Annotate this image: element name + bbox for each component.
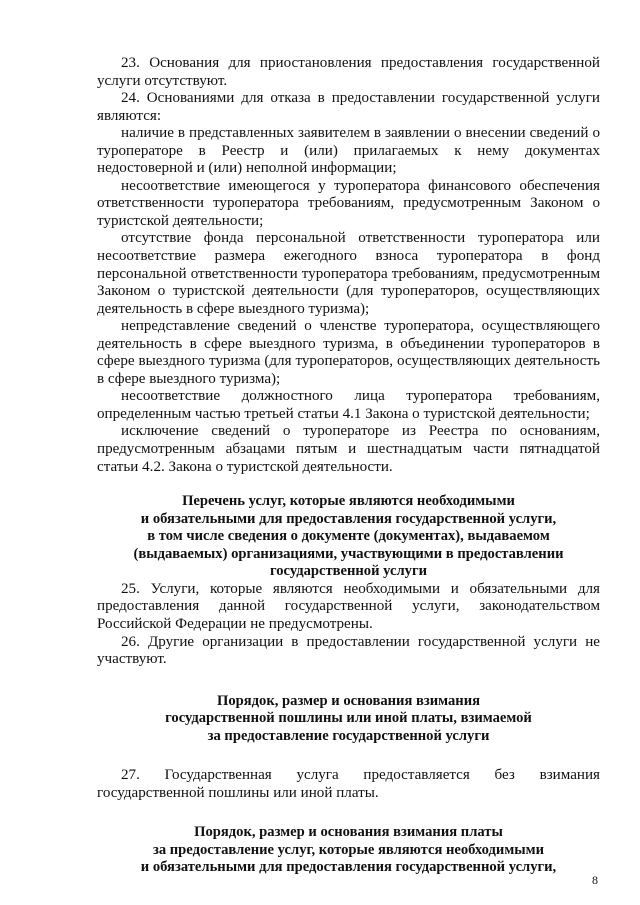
refusal-ground-2: несоответствие имеющегося у туроператора финансового обеспечения ответственности туроператора требованиям, предусмотренным Законом о туристской деятельности; <box>97 177 600 229</box>
heading-line: (выдаваемых) организациями, участвующими в предоставлении <box>133 545 564 562</box>
paragraph-24: 24. Основаниями для отказа в предоставлении государственной услуги являются: <box>97 90 600 124</box>
heading-line: и обязательными для предоставления государственной услуги, <box>140 510 557 527</box>
document-body <box>97 55 600 877</box>
paragraph-25: 25. Услуги, которые являются необходимыми и обязательными для предоставления данной государственной услуги, законодательством Российской Федерации не предусмотрены. <box>97 580 600 632</box>
refusal-ground-5: несоответствие должностного лица туроператора требованиям, определенным частью третьей статьи 4.1 Закона о туристской деятельности; <box>97 388 600 422</box>
heading-line: Перечень услуг, которые являются необходимыми <box>182 493 515 510</box>
heading-line: государственной услуги <box>269 563 428 580</box>
paragraph-27: 27. Государственная услуга предоставляется без взимания государственной пошлины или иной платы. <box>97 767 600 801</box>
heading-line: за предоставление услуг, которые являются необходимыми <box>152 841 545 858</box>
refusal-ground-6: исключение сведений о туроператоре из Реестра по основаниям, предусмотренным абзацами пятым и шестнадцатым части пятнадцатой статьи 4.2. Закона о туристской деятельности. <box>97 423 600 475</box>
refusal-ground-3: отсутствие фонда персональной ответственности туроператора или несоответствие размера ежегодного взноса туроператора в фонд персональной ответственности туроператора требованиям, предусмотренным Законом о туристской деятельности (для туроператоров, осуществляющих деятельность в сфере выездного туризма); <box>97 230 600 317</box>
heading-line: за предоставление государственной услуги <box>207 727 490 744</box>
heading-line: Порядок, размер и основания взимания <box>216 692 480 709</box>
heading-line: Порядок, размер и основания взимания платы <box>194 824 503 841</box>
heading-line: в том числе сведения о документе (документах), выдаваемом <box>147 528 550 545</box>
paragraph-26: 26. Другие организации в предоставлении государственной услуги не участвуют. <box>97 633 600 668</box>
page-number: 8 <box>592 873 598 887</box>
heading-line: государственной пошлины или иной платы, взимаемой <box>165 710 532 727</box>
section-heading-fee-for-services <box>97 824 600 877</box>
paragraph-23: 23. Основания для приостановления предоставления государственной услуги отсутствуют. <box>97 55 600 89</box>
refusal-ground-1: наличие в представленных заявителем в заявлении о внесении сведений о туроператоре в Реестр и (или) прилагаемых к нему документах недостоверной и (или) неполной информации; <box>97 125 600 177</box>
heading-line: и обязательными для предоставления государственной услуги, <box>140 859 557 876</box>
section-heading-state-fee <box>97 693 600 746</box>
section-heading-required-services <box>97 493 600 581</box>
refusal-ground-4: непредставление сведений о членстве туроператора, осуществляющего деятельность в сфере выездного туризма, в объединении туроператоров в сфере выездного туризма (для туроператоров, осуществляющих деятельность в сфере выездного туризма); <box>97 318 600 387</box>
